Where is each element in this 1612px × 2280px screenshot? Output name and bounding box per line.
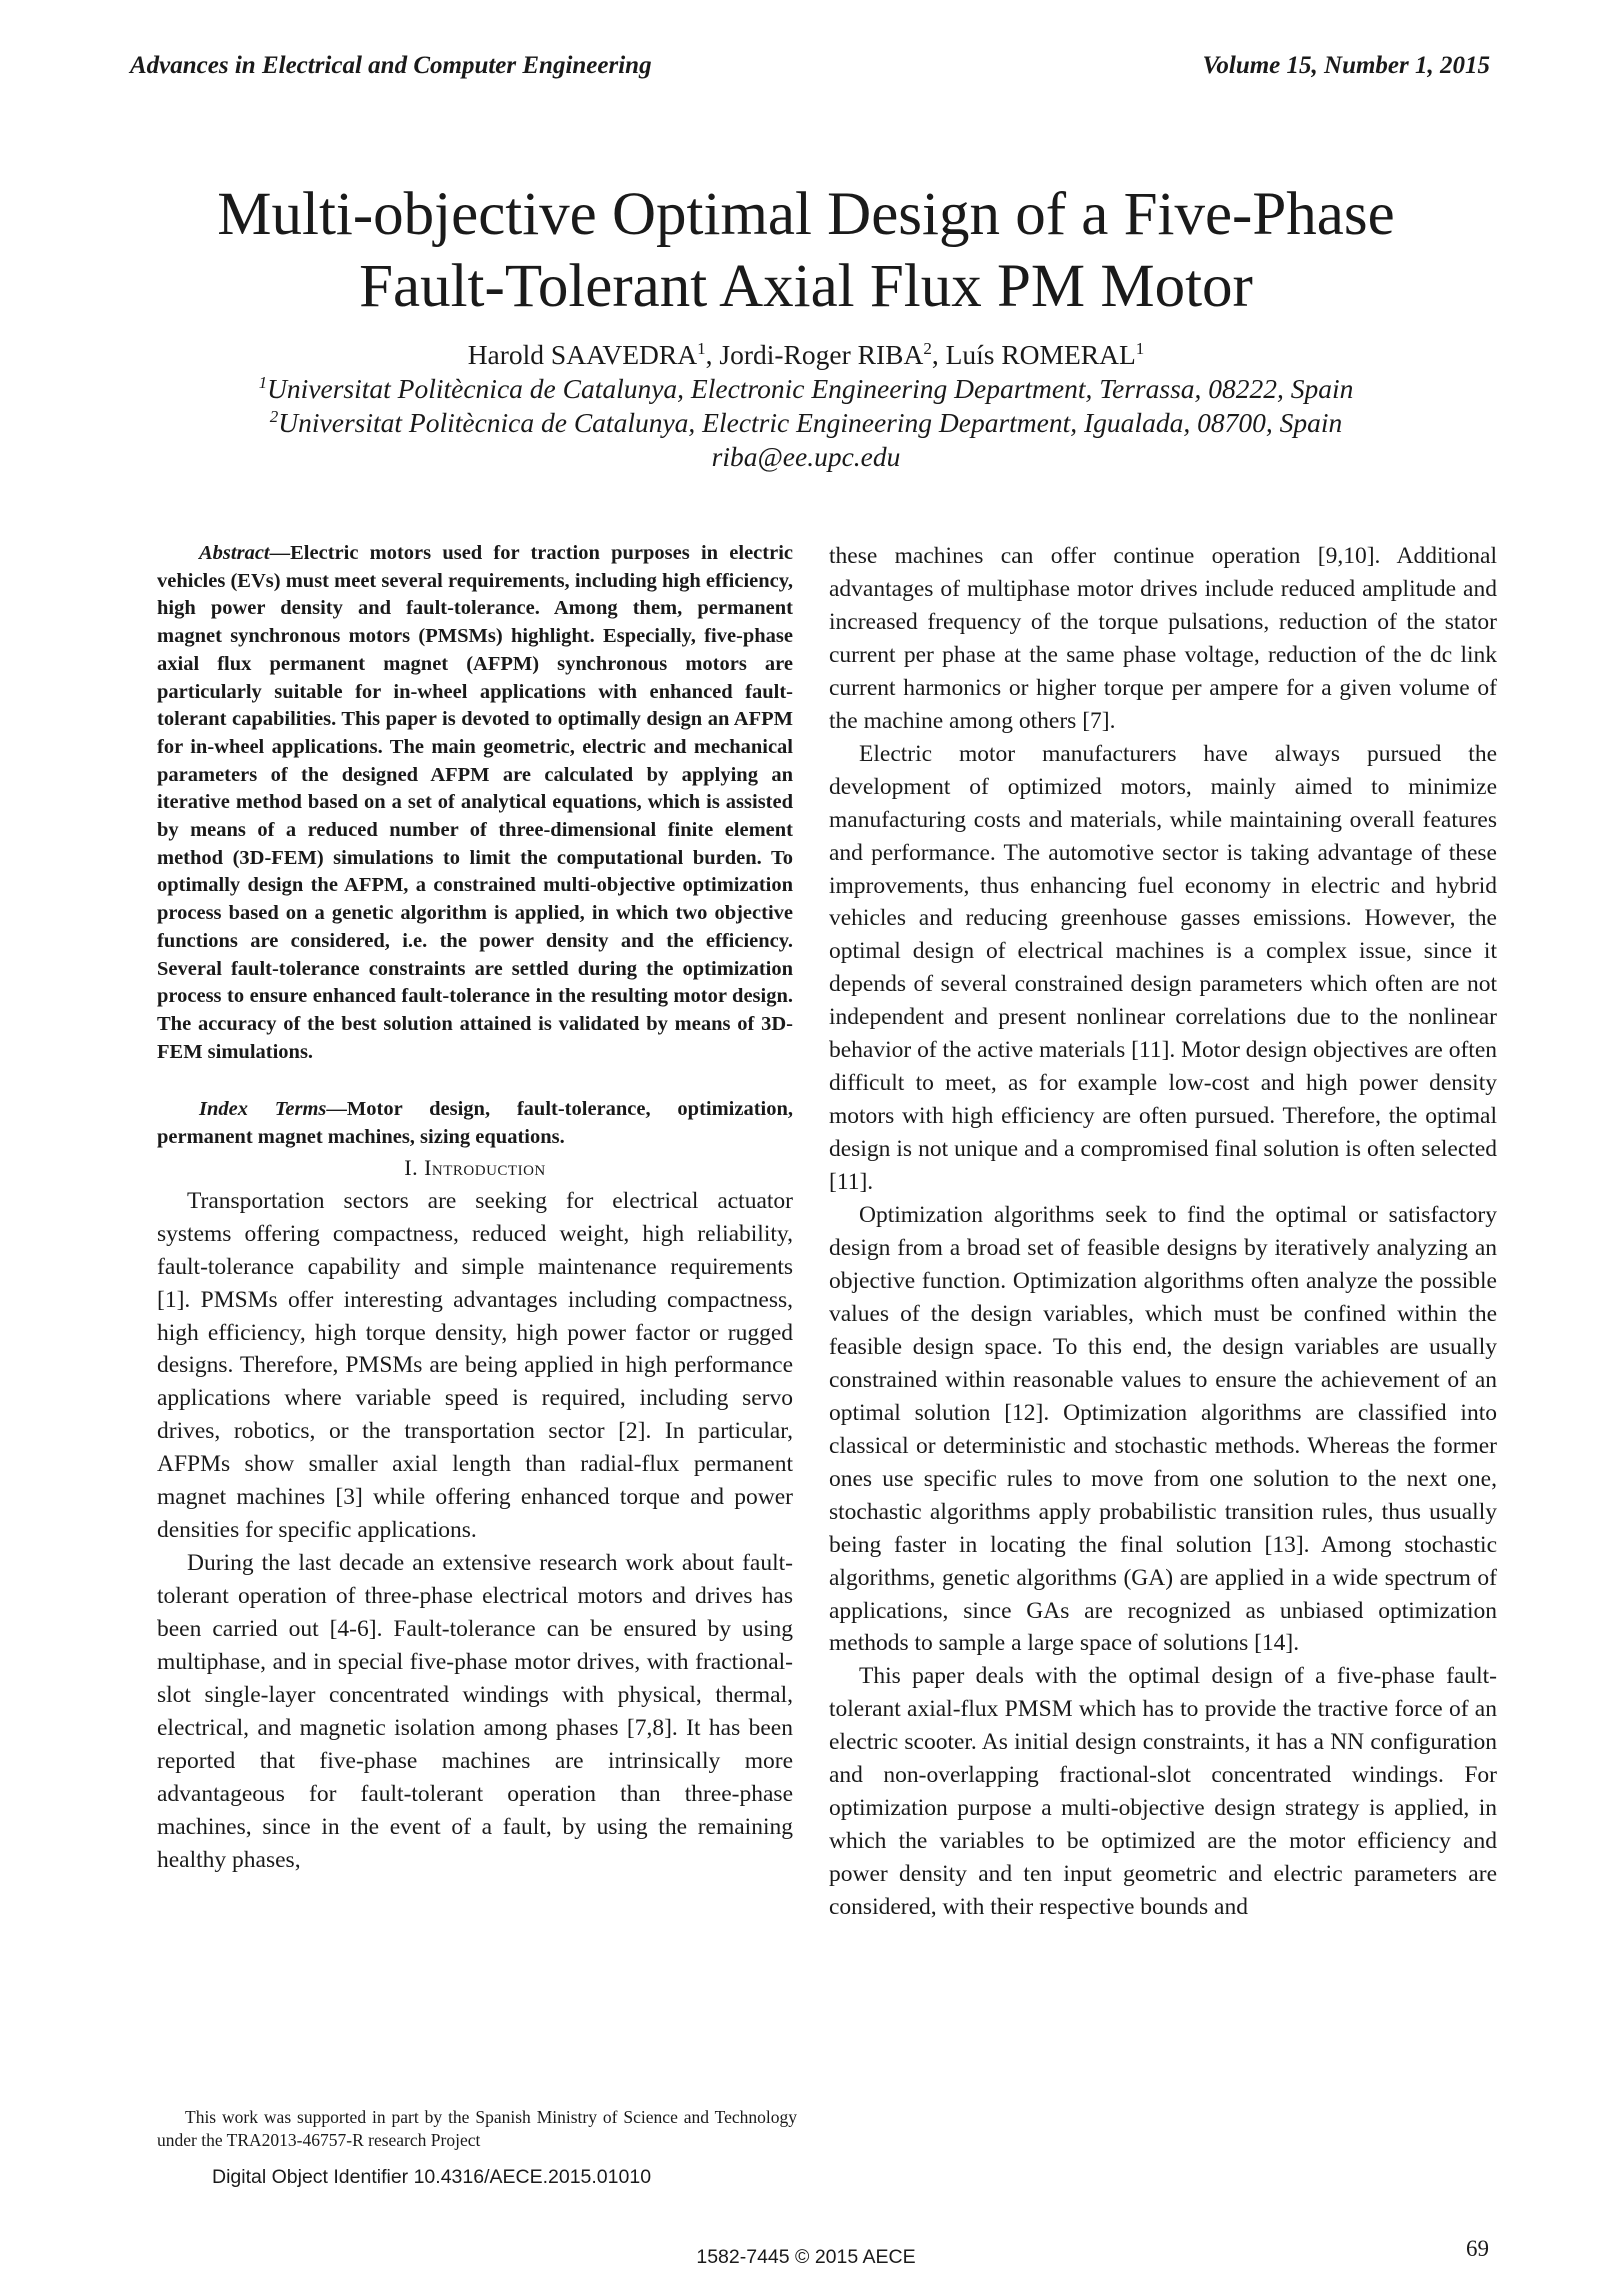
abstract [157, 540, 793, 1066]
author-names [110, 338, 1502, 372]
abstract-label: Abstract [199, 542, 270, 564]
body-paragraph: This paper deals with the optimal design of a five-phase fault-tolerant axial-flux PMSM which has to provide the tractive force of an electric scooter. As initial design constraints, it has a NN configuration and non-overlapping fractional-slot concentrated windings. For optimization purpose a multi-objective design strategy is applied, in which the variables to be optimized are the motor efficiency and power density and ten input geometric and electric parameters are considered, with their respective bounds and [829, 1663, 1497, 1921]
title-line-2: Fault-Tolerant Axial Flux PM Motor [359, 252, 1253, 320]
section-heading-introduction [157, 1152, 793, 1185]
affiliation-1 [110, 372, 1502, 406]
author-3-affiliation-mark: 1 [1135, 338, 1145, 358]
left-column [157, 540, 793, 1877]
doi-identifier: Digital Object Identifier 10.4316/AECE.2015.01010 [212, 2166, 652, 2188]
abstract-text: Electric motors used for traction purposes in electric vehicles (EVs) must meet several requirements, including high efficiency, high power density and fault-tolerance. Among them, permanent magnet synchronous motors (PMSMs) highlight. Especially, five-phase axial flux permanent magnet (AFPM) synchronous motors are particularly suitable for in-wheel applications with enhanced fault-tolerant capabilities. This paper is devoted to optimally design an AFPM for in-wheel applications. The main geometric, electric and mechanical parameters of the designed AFPM are calculated by applying an iterative method based on a set of analytical equations, which is assisted by means of a reduced number of three-dimensional finite element method (3D-FEM) simulations to limit the computational burden. To optimally design the AFPM, a constrained multi-objective optimization process based on a genetic algorithm is applied, in which two objective functions are considered, i.e. the power density and the efficiency. Several fault-tolerance constraints are settled during the optimization process to ensure enhanced fault-tolerance in the resulting motor design. The accuracy of the best solution attained is validated by means of 3D-FEM simulations. [157, 542, 793, 1063]
title-line-1: Multi-objective Optimal Design of a Five-Phase [217, 180, 1395, 248]
page-number: 69 [1466, 2236, 1489, 2261]
affiliation-2-text: Universitat Politècnica de Catalunya, Electric Engineering Department, Igualada, 08700, Spain [278, 407, 1343, 438]
author-1: Harold SAAVEDRA [467, 339, 698, 370]
section-title: Introduction [424, 1154, 546, 1180]
author-separator: , [705, 339, 720, 370]
journal-name: Advances in Electrical and Computer Engineering [130, 52, 652, 79]
author-2-affiliation-mark: 2 [923, 338, 932, 358]
author-block [110, 338, 1502, 474]
paper-title [110, 179, 1502, 323]
index-terms-dash: — [326, 1098, 347, 1121]
author-2: Jordi-Roger RIBA [719, 339, 924, 370]
right-column [829, 540, 1497, 1924]
index-terms-text: Motor design, fault-tolerance, optimization, permanent magnet machines, sizing equations. [157, 1098, 794, 1149]
author-3: Luís ROMERAL [945, 339, 1136, 370]
affiliation-1-mark: 1 [258, 372, 268, 392]
section-number: I. [404, 1154, 419, 1180]
affiliation-2 [110, 406, 1502, 440]
affiliation-1-text: Universitat Politècnica de Catalunya, Electronic Engineering Department, Terrassa, 08222, Spain [267, 373, 1354, 404]
abstract-dash: — [269, 542, 291, 564]
index-terms-label: Index Terms [199, 1098, 327, 1121]
author-separator: , [931, 339, 946, 370]
contact-email: riba@ee.upc.edu [711, 441, 901, 472]
index-terms [157, 1096, 793, 1151]
body-paragraph: these machines can offer continue operation [9,10]. Additional advantages of multiphase motor drives include reduced amplitude and increased frequency of the torque pulsations, reduction of the stator current per phase at the same phase voltage, reduction of the dc link current harmonics or higher torque per ampere for a given volume of the machine among others [7]. [829, 543, 1497, 734]
body-paragraph: Transportation sectors are seeking for electrical actuator systems offering compactness, reduced weight, high reliability, fault-tolerance capability and simple maintenance requirements [1]. PMSMs offer interesting advantages including compactness, high efficiency, high torque density, high power factor or rugged designs. Therefore, PMSMs are being applied in high performance applications where variable speed is required, including servo drives, robotics, or the transportation sector [2]. In particular, AFPMs show smaller axial length than radial-flux permanent magnet machines [3] while offering enhanced torque and power densities for specific applications. [157, 1187, 793, 1544]
funding-footnote: This work was supported in part by the Spanish Ministry of Science and Technology under the TRA2013-46757-R research Project [157, 2107, 797, 2150]
volume-info: Volume 15, Number 1, 2015 [1202, 52, 1490, 79]
body-paragraph: Optimization algorithms seek to find the optimal or satisfactory design from a broad set of feasible designs by iteratively analyzing an objective function. Optimization algorithms often analyze the possible values of the design variables, which must be confined within the feasible design space. To this end, the design variables are usually constrained within reasonable values to ensure the achievement of an optimal solution [12]. Optimization algorithms are classified into classical or deterministic and stochastic methods. Whereas the former ones use specific rules to move from one solution to the next one, stochastic algorithms apply probabilistic transition rules, thus usually being faster in locating the final solution [13]. Among stochastic algorithms, genetic algorithms (GA) are applied in a wide spectrum of applications, since GAs are recognized as unbiased optimization methods to sample a large space of solutions [14]. [829, 1202, 1497, 1657]
author-1-affiliation-mark: 1 [697, 338, 706, 358]
body-paragraph: Electric motor manufacturers have always pursued the development of optimized motors, mainly aimed to minimize manufacturing costs and materials, while maintaining overall features and performance. The automotive sector is taking advantage of these improvements, thus enhancing fuel economy in electric and hybrid vehicles and reducing greenhouse gasses emissions. However, the optimal design of electrical machines is a complex issue, since it depends of several constrained design parameters which often are not independent and present nonlinear correlations due to the nonlinear behavior of the active materials [11]. Motor design objectives are often difficult to meet, as for example low-cost and high power density motors with high efficiency are often pursued. Therefore, the optimal design is not unique and a compromised final solution is often selected [11]. [829, 740, 1497, 1196]
copyright-notice: 1582-7445 © 2015 AECE [696, 2246, 916, 2268]
affiliation-2-mark: 2 [269, 406, 279, 426]
body-paragraph: During the last decade an extensive research work about fault-tolerant operation of three-phase electrical motors and drives has been carried out [4-6]. Fault-tolerance can be ensured by using multiphase, and in special five-phase motor drives, with fractional-slot single-layer concentrated windings with physical, thermal, electrical, and magnetic isolation among phases [7,8]. It has been reported that five-phase machines are intrinsically more advantageous for fault-tolerant operation than three-phase machines, since in the event of a fault, by using the remaining healthy phases, [157, 1550, 793, 1873]
